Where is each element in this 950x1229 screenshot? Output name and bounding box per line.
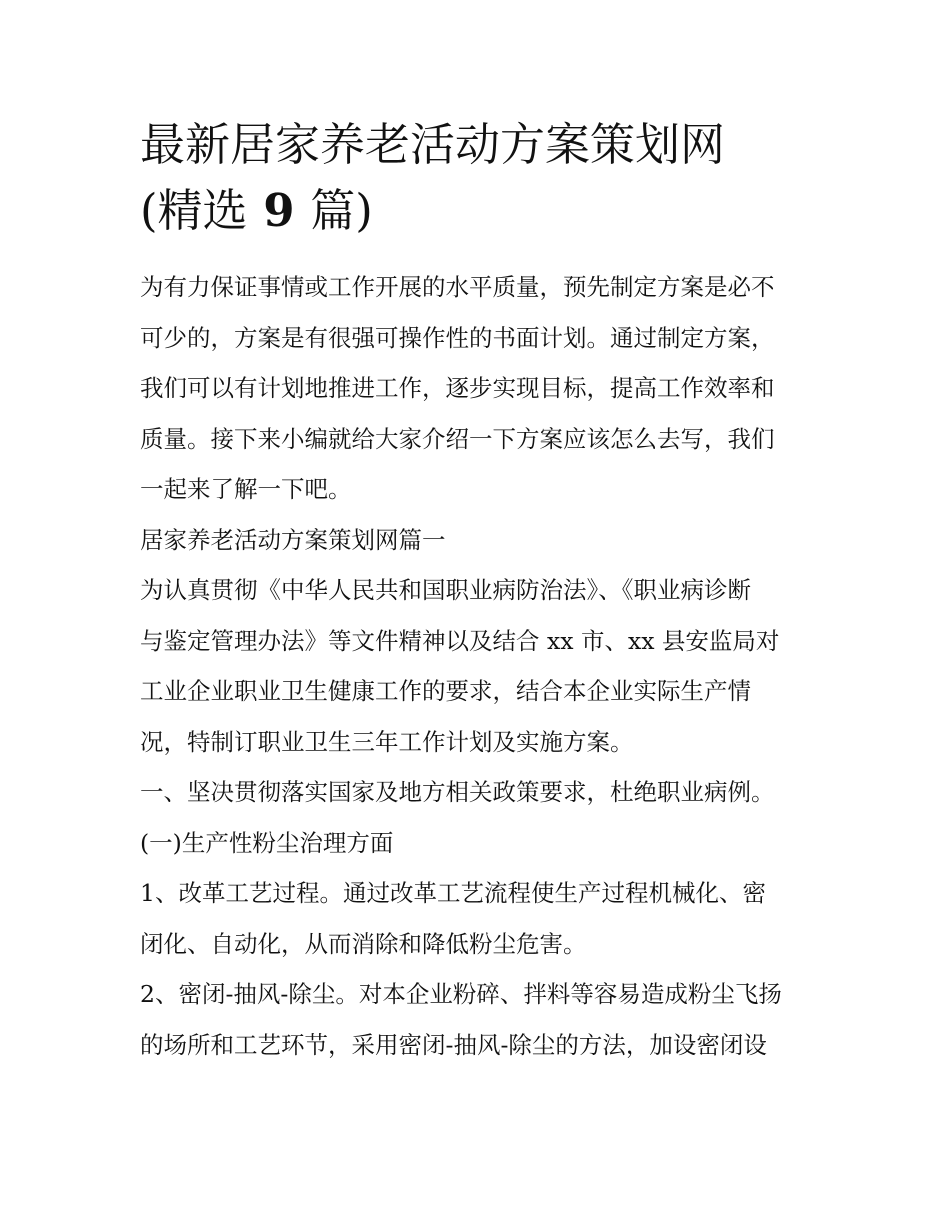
paragraph	[140, 969, 820, 1070]
document-body	[140, 112, 820, 1070]
paragraph-line: 与鉴定管理办法》等文件精神以及结合 xx 市、xx 县安监局对	[140, 626, 780, 655]
paragraph-line: 1、改革工艺过程。通过改革工艺流程使生产过程机械化、密	[140, 879, 766, 907]
paragraph-line: 2、密闭-抽风-除尘。对本企业粉碎、拌料等容易造成粉尘飞扬	[140, 980, 782, 1008]
title-line-2	[140, 178, 820, 244]
paragraph-line: 居家养老活动方案策划网篇一	[140, 525, 446, 554]
paragraph-line: 况，特制订职业卫生三年工作计划及实施方案。	[140, 727, 634, 756]
paragraph-line: 工业企业职业卫生健康工作的要求，结合本企业实际生产情	[140, 677, 751, 705]
paragraph	[140, 868, 820, 969]
paragraph	[140, 767, 820, 818]
paragraph-line: 可少的，方案是有很强可操作性的书面计划。通过制定方案，	[140, 323, 775, 352]
paragraph	[140, 565, 820, 767]
paragraph-line: 我们可以有计划地推进工作，逐步实现目标，提高工作效率和	[140, 374, 775, 402]
title-line-1: 最新居家养老活动方案策划网	[140, 118, 726, 171]
title-close: 篇)	[310, 184, 373, 237]
paragraph	[140, 262, 820, 515]
paragraph	[140, 515, 820, 566]
paragraph-line: 的场所和工艺环节，采用密闭-抽风-除尘的方法，加设密闭设	[140, 1030, 767, 1059]
title-number: 9	[247, 184, 311, 237]
paragraph-line: 一起来了解一下吧。	[140, 475, 352, 503]
paragraph-line: 为有力保证事情或工作开展的水平质量，预先制定方案是必不	[140, 273, 775, 301]
paragraph-line: 闭化、自动化，从而消除和降低粉尘危害。	[140, 929, 587, 958]
paragraph-list	[140, 262, 820, 1070]
paragraph-line: (一)生产性粉尘治理方面	[140, 828, 394, 857]
document-title	[140, 112, 820, 244]
paragraph-line: 一、坚决贯彻落实国家及地方相关政策要求，杜绝职业病例。	[140, 778, 775, 806]
paragraph-line: 为认真贯彻《中华人民共和国职业病防治法》、《职业病诊断	[140, 576, 751, 604]
paragraph	[140, 818, 820, 869]
paragraph-line: 质量。接下来小编就给大家介绍一下方案应该怎么去写，我们	[140, 424, 775, 453]
title-open: (精选	[140, 184, 248, 237]
